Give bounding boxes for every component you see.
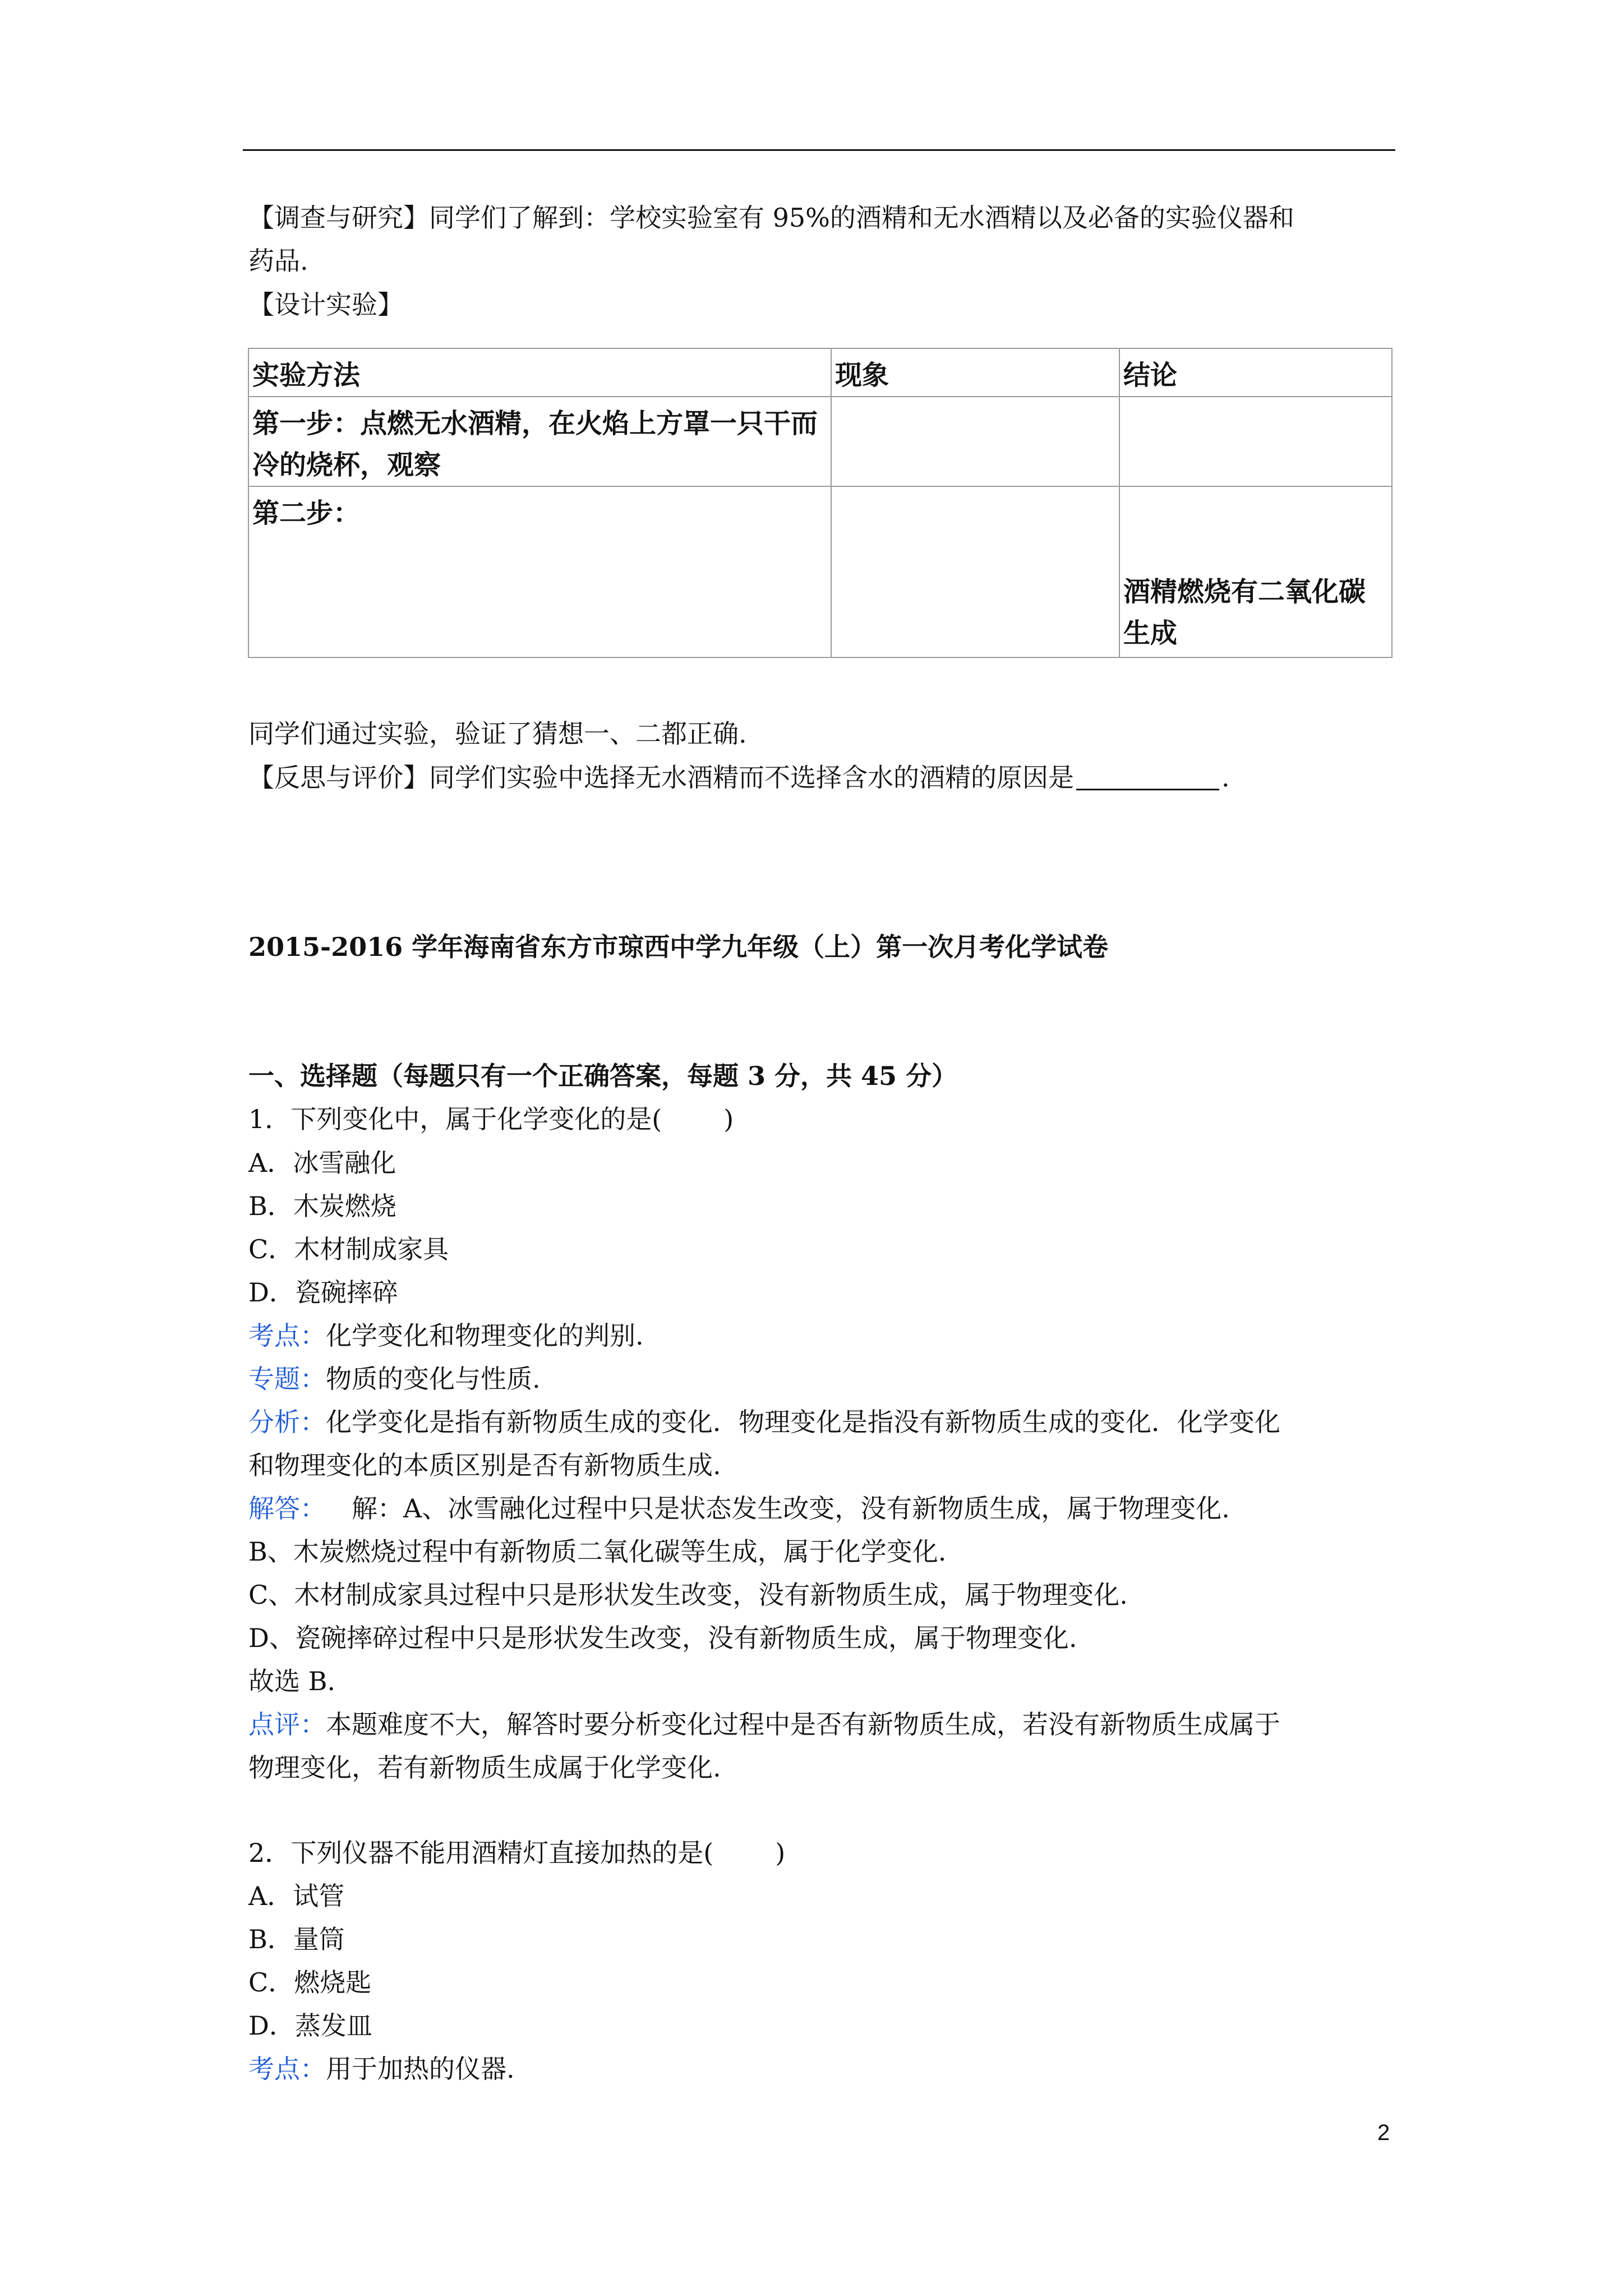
table-header-phenomenon: 现象 (831, 348, 1119, 397)
table-header-row (248, 348, 1392, 397)
table-header-method: 实验方法 (248, 348, 831, 397)
table-cell-phenomenon (831, 397, 1119, 486)
q1-jieda-text-1: 解：A、冰雪融化过程中只是状态发生改变，没有新物质生成，属于物理变化. (352, 1493, 1230, 1524)
q1-option-a: A．冰雪融化 (248, 1148, 396, 1178)
q1-zhuanti-text: 物质的变化与性质. (326, 1364, 541, 1394)
q1-zhuanti-label: 专题： (248, 1364, 326, 1394)
q1-dianping-label: 点评： (248, 1709, 326, 1740)
q1-kaodian (248, 1320, 644, 1351)
q1-fenxi-line-2: 和物理变化的本质区别是否有新物质生成. (248, 1450, 721, 1480)
q1-kaodian-text: 化学变化和物理变化的判别. (326, 1320, 644, 1351)
table-row (248, 486, 1392, 657)
q2-kaodian-label: 考点： (248, 2054, 326, 2084)
q1-option-b: B．木炭燃烧 (248, 1191, 396, 1221)
page-number: 2 (1377, 2120, 1390, 2145)
q2-stem (248, 1840, 785, 1866)
q2-option-d: D．蒸发皿 (248, 2010, 372, 2041)
q1-dianping (248, 1709, 1280, 1740)
table-cell-method: 第一步：点燃无水酒精，在火焰上方罩一只干而冷的烧杯，观察 (248, 397, 831, 486)
header-rule (243, 149, 1395, 151)
q1-jieda-line-2: B、木炭燃烧过程中有新物质二氧化碳等生成，属于化学变化. (248, 1536, 947, 1567)
q1-stem-text: 1．下列变化中，属于化学变化的是( (248, 1104, 662, 1134)
q1-jieda-label: 解答： (248, 1493, 326, 1524)
table-header-conclusion: 结论 (1119, 348, 1392, 397)
table-row (248, 397, 1392, 486)
q1-jieda-line-4: D、瓷碗摔碎过程中只是形状发生改变，没有新物质生成，属于物理变化. (248, 1623, 1077, 1653)
experiment-table (248, 348, 1393, 658)
q1-jieda-line-3: C、木材制成家具过程中只是形状发生改变，没有新物质生成，属于物理变化. (248, 1580, 1128, 1610)
q1-kaodian-label: 考点： (248, 1320, 326, 1351)
q1-dianping-line-2: 物理变化，若有新物质生成属于化学变化. (248, 1752, 721, 1783)
intro-line-1: 【调查与研究】同学们了解到：学校实验室有 95%的酒精和无水酒精以及必备的实验仪器和 (248, 203, 1294, 233)
q1-stem-end: ) (723, 1104, 734, 1134)
conclusion-text: 酒精燃烧有二氧化碳生成 (1123, 576, 1366, 649)
q2-kaodian-text: 用于加热的仪器. (326, 2054, 515, 2084)
q2-stem-end: ) (775, 1838, 786, 1868)
reflect-end: . (1221, 762, 1230, 793)
table-cell-conclusion (1119, 397, 1392, 486)
table-cell-phenomenon (831, 486, 1119, 657)
table-cell-conclusion (1119, 486, 1392, 657)
q1-zhuanti (248, 1366, 541, 1392)
intro-line-2: 药品. (248, 246, 308, 276)
design-heading: 【设计实验】 (248, 289, 403, 320)
q1-option-c: C．木材制成家具 (248, 1234, 449, 1264)
q1-option-d: D．瓷碗摔碎 (248, 1277, 398, 1308)
reflect-line (248, 762, 1230, 793)
q1-answer: 故选 B. (248, 1666, 336, 1696)
q2-stem-text: 2．下列仪器不能用酒精灯直接加热的是( (248, 1838, 714, 1868)
q2-kaodian (248, 2056, 515, 2082)
table-cell-method: 第二步： (248, 486, 831, 657)
answer-blank (1076, 763, 1219, 790)
section-heading: 一、选择题（每题只有一个正确答案，每题 3 分，共 45 分） (248, 1061, 958, 1091)
reflect-text: 【反思与评价】同学们实验中选择无水酒精而不选择含水的酒精的原因是 (248, 762, 1074, 793)
q2-option-b: B．量筒 (248, 1924, 345, 1954)
q1-fenxi-label: 分析： (248, 1407, 326, 1437)
q1-jieda (248, 1493, 1230, 1524)
q1-dianping-text-1: 本题难度不大，解答时要分析变化过程中是否有新物质生成，若没有新物质生成属于 (326, 1709, 1280, 1740)
q2-option-a: A．试管 (248, 1881, 345, 1911)
q1-fenxi (248, 1409, 1280, 1435)
exam-title: 2015-2016 学年海南省东方市琼西中学九年级（上）第一次月考化学试卷 (248, 932, 1109, 962)
q2-option-c: C．燃烧匙 (248, 1967, 372, 1998)
verify-line: 同学们通过实验，验证了猜想一、二都正确. (248, 719, 747, 749)
q1-fenxi-text-1: 化学变化是指有新物质生成的变化．物理变化是指没有新物质生成的变化．化学变化 (326, 1407, 1280, 1437)
q1-stem (248, 1106, 734, 1132)
